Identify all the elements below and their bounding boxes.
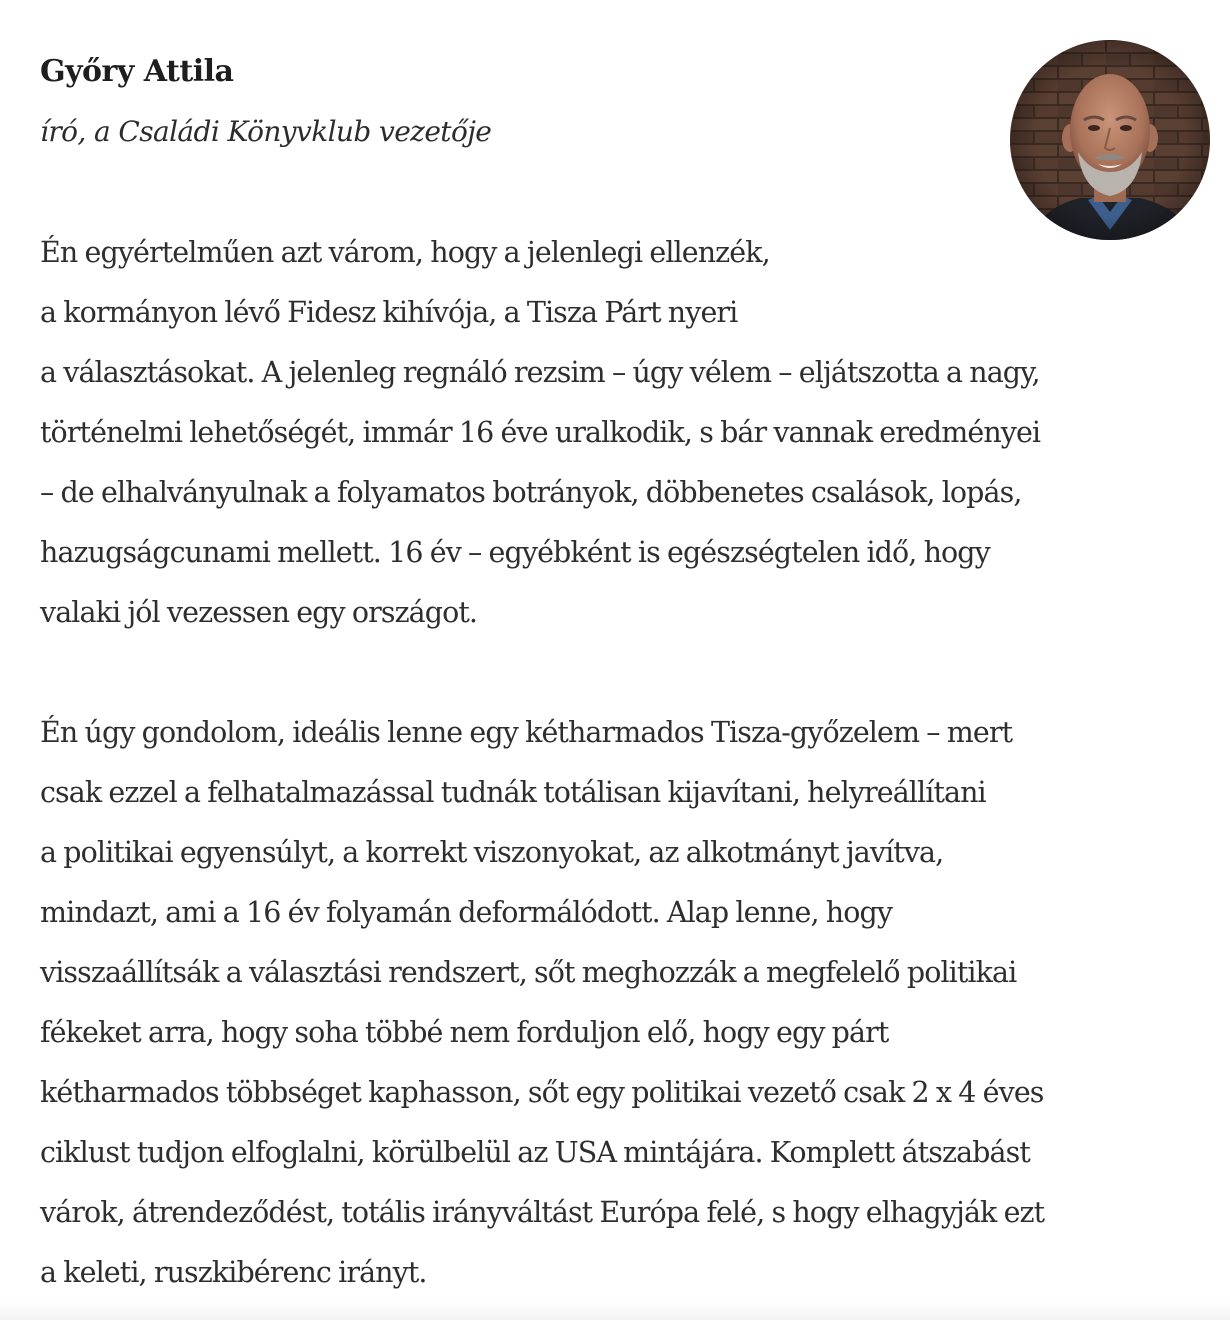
bottom-edge-shadow [0, 1300, 1230, 1320]
paragraph-line: csak ezzel a felhatalmazással tudnák totálisan kijavítani, helyreállítani [40, 776, 986, 809]
author-name: Győry Attila [40, 54, 234, 89]
author-portrait-photo [1010, 40, 1210, 240]
paragraph-line: Én úgy gondolom, ideális lenne egy kétharmados Tisza-győzelem – mert [40, 716, 1013, 749]
paragraph-line: mindazt, ami a 16 év folyamán deformálódott. Alap lenne, hogy [40, 896, 893, 929]
paragraph-line: ciklust tudjon elfoglalni, körülbelül az USA mintájára. Komplett átszabást [40, 1136, 1030, 1169]
paragraph-line: történelmi lehetőségét, immár 16 éve uralkodik, s bár vannak eredményei [40, 416, 1041, 449]
paragraph-line: valaki jól vezessen egy országot. [40, 596, 478, 629]
paragraph-line: a kormányon lévő Fidesz kihívója, a Tisza Párt nyeri [40, 296, 738, 329]
paragraph-line: visszaállítsák a választási rendszert, sőt meghozzák a megfelelő politikai [40, 956, 1017, 989]
paragraph-2 [40, 703, 1210, 1303]
paragraph-line: a keleti, ruszkibérenc irányt. [40, 1256, 427, 1289]
paragraph-line: Én egyértelműen azt várom, hogy a jelenlegi ellenzék, [40, 236, 770, 269]
author-avatar [1010, 40, 1210, 240]
paragraph-line: a választásokat. A jelenleg regnáló rezsim – úgy vélem – eljátszotta a nagy, [40, 356, 1040, 389]
paragraph-1 [40, 223, 1210, 643]
paragraph-line: kétharmados többséget kaphasson, sőt egy politikai vezető csak 2 x 4 éves [40, 1076, 1044, 1109]
paragraph-line: hazugságcunami mellett. 16 év – egyébként is egészségtelen idő, hogy [40, 536, 990, 569]
paragraph-line: várok, átrendeződést, totális irányváltást Európa felé, s hogy elhagyják ezt [40, 1196, 1045, 1229]
author-role: író, a Családi Könyvklub vezetője [40, 115, 492, 148]
paragraph-line: fékeket arra, hogy soha többé nem forduljon elő, hogy egy párt [40, 1016, 889, 1049]
paragraph-line: – de elhalványulnak a folyamatos botrányok, döbbenetes csalások, lopás, [40, 476, 1022, 509]
paragraph-line: a politikai egyensúlyt, a korrekt viszonyokat, az alkotmányt javítva, [40, 836, 944, 869]
